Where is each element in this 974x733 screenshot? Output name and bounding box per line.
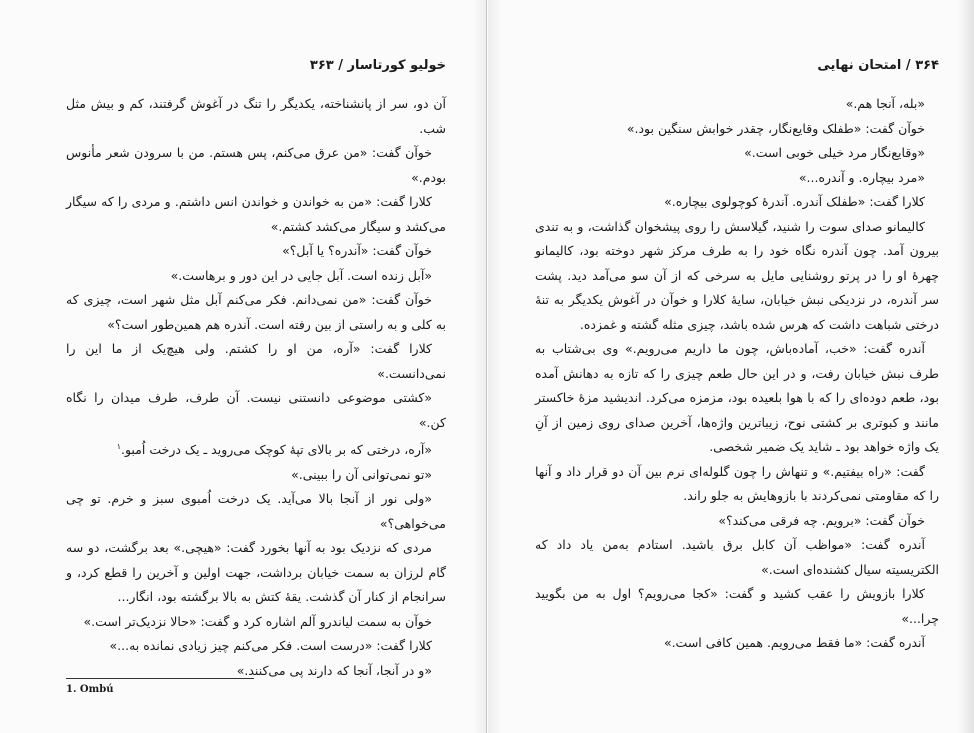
paragraph: گفت: «راه بیفتیم.» و تنهاش را چون گلوله‌ای نرم بین آن دو قرار داد و آنها را که مقاومتی نمی‌کردند با بازوهایش به جلو راند. [535, 463, 939, 503]
left-body-text [66, 92, 446, 683]
paragraph: خوآن گفت: «برویم. چه فرقی می‌کند؟» [718, 512, 925, 528]
paragraph: خوآن گفت: «من عرق می‌کنم، پس هستم. من با سرودن شعر مأنوس بودم.» [66, 145, 446, 185]
gutter-shadow-right [488, 0, 502, 733]
paragraph: آندره گفت: «ما فقط می‌رویم. همین کافی است.» [663, 635, 925, 650]
paragraph: کلارا گفت: «درست است. فکر می‌کنم چیز زیادی نمانده به...» [109, 638, 432, 654]
paragraph: آندره گفت: «خب، آماده‌باش، چون ما داریم می‌رویم.» وی بی‌شتاب به طرف نبش خیابان رفت، و در این حال طعم چیزی را که تازه به دهانش آمده بود، طعم دوده‌ای را که با هوا بلعیده بود، مزمزه می‌کرد. اندیشید مزهٔ خاکستر مانند و کبوتری بر کشتی نوح، زیباترین واژه‌ها، آخرین صدای روی زمین از آنِ یک واژه خواهد بود ـ شاید یک ضمیر شخصی. [535, 341, 939, 454]
paragraph: کلارا گفت: «آره، من او را کشتم. ولی هیچ‌یک از ما این را نمی‌دانست.» [66, 341, 446, 381]
right-running-head: ۳۶۴ / امتحان نهایی [817, 58, 939, 73]
paragraph: «مرد بیچاره. و آندره...» [798, 169, 925, 185]
paragraph: «تو نمی‌توانی آن را ببینی.» [291, 466, 432, 482]
paragraph: کلارا گفت: «من به خواندن و خواندن انس داشتم. و مردی را که سیگار می‌کشد و سیگار می‌کشد کشتم.» [66, 194, 446, 234]
left-running-head: خولیو کورتاسار / ۳۶۳ [309, 58, 446, 73]
paragraph: «آبل زنده است. آبل جایی در این دور و برهاست.» [170, 267, 432, 283]
paragraph: مردی که نزدیک بود به آنها بخورد گفت: «هیچی.» بعد برگشت، دو سه گام لرزان به سمت خیابان برداشت، جهت اولین و آخرین را قطع کرد، و سرانجام از کنار آن گذشت. یقهٔ کتش به بالا برگشته بود، انگار... [66, 540, 446, 605]
paragraph: خوآن گفت: «من نمی‌دانم. فکر می‌کنم آبل مثل شهر است، چیزی که به کلی و به راستی از بین رفته است. آندره هم همین‌طور است؟» [66, 292, 446, 332]
paragraph: کلارا بازویش را عقب کشید و گفت: «کجا می‌رویم؟ اول به من بگویید چرا...» [535, 586, 939, 626]
page-edge-shadow [958, 0, 974, 733]
footnote-ref: ۱ [116, 442, 121, 451]
paragraph: «وقایع‌نگار مرد خیلی خوبی است.» [744, 145, 925, 160]
footnote-divider [66, 678, 254, 679]
paragraph: آن دو، سر از پانشناخته، یکدیگر را تنگ در آغوش گرفتند، کم و بیش مثل شب. [66, 96, 446, 136]
paragraph: «و در آنجا، آنجا که دارند پی می‌کنند.» [236, 662, 432, 678]
paragraph: «بله، آنجا هم.» [845, 96, 925, 111]
paragraph-text: «آره، درختی که بر بالای تپهٔ کوچک می‌روید ـ یک درخت اُمبو. [120, 442, 432, 458]
paragraph: «کشتی موضوعی دانستنی نیست. آن طرف، طرف میدان را نگاه کن.» [66, 390, 446, 430]
paragraph: «ولی نور از آنجا بالا می‌آید. یک درخت اُمبوی سبز و خرم. تو چی می‌خواهی؟» [66, 491, 446, 531]
paragraph: آندره گفت: «مواظب آن کابل برق باشید. استادم به‌من یاد داد که الکتریسیته سیال کشنده‌ای است.» [535, 537, 939, 577]
right-page [487, 0, 974, 733]
paragraph: کلارا گفت: «طفلک آندره. آندرهٔ کوچولوی بیچاره.» [664, 194, 925, 209]
paragraph: کالیمانو صدای سوت را شنید، گیلاسش را روی پیشخوان گذاشت، و به تندی بیرون آمد. چون آندره نگاه خود را به طرف مرکز شهر دوخته بود، کالیمانو چهرهٔ او را در پرتو روشنایی مایل به سرخی که از آن سو می‌آمد دید. پشت سر آندره، در نزدیکی نبش خیابان، سایهٔ کلارا و خوآن در آغوش یکدیگر به تنهٔ درختی شباهت داشت که هرس شده باشد، چیزی مثله گشته و غمزده. [535, 218, 939, 332]
paragraph: خوآن گفت: «آندره؟ یا آبل؟» [282, 243, 432, 258]
paragraph-with-footnote [66, 435, 446, 463]
paragraph: خوآن گفت: «طفلک وقایع‌نگار، چقدر خوابش سنگین بود.» [626, 120, 925, 136]
paragraph: خوآن به سمت لیاندرو آلم اشاره کرد و گفت: «حالا نزدیک‌تر است.» [83, 613, 432, 629]
right-body-text [535, 92, 939, 656]
footnote: 1. Ombú [66, 684, 114, 695]
gutter-shadow-left [473, 0, 487, 733]
